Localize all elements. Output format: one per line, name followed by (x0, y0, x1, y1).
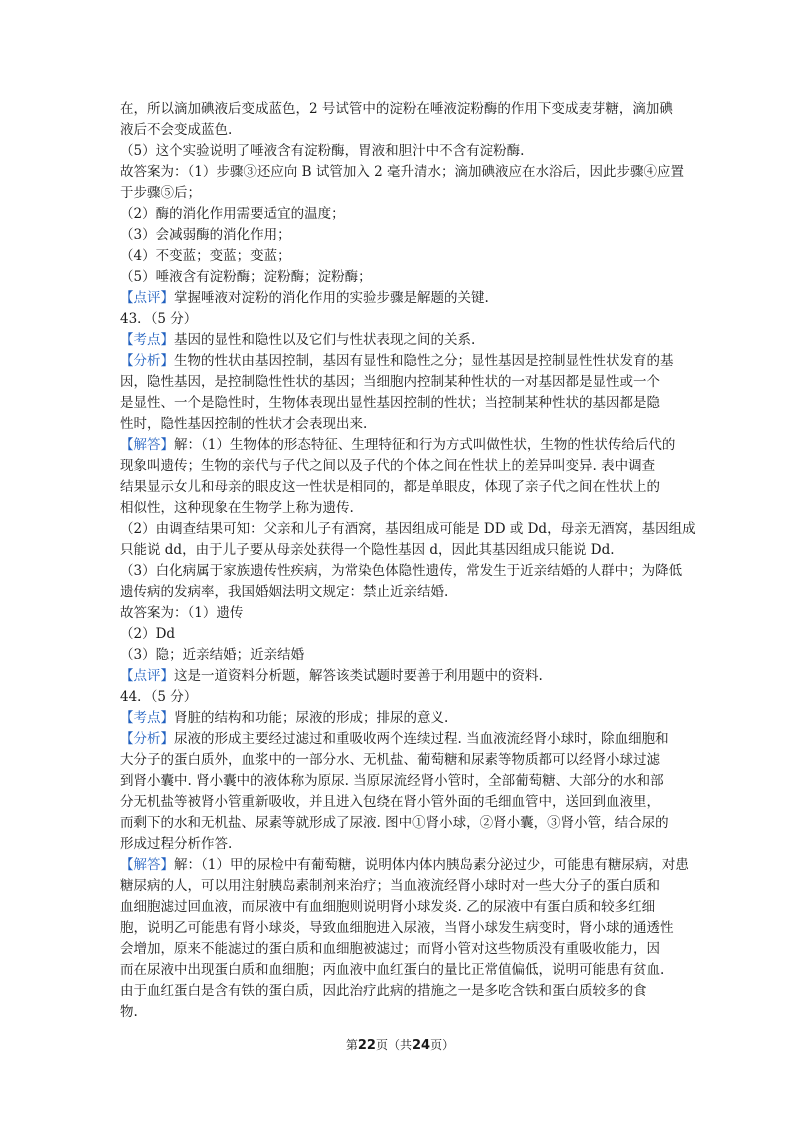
line-text: 结果显示女儿和母亲的眼皮这一性状是相同的，都是单眼皮，体现了亲子代之间在性状上的 (120, 479, 660, 495)
line-text: （4）不变蓝；变蓝；变蓝； (120, 248, 291, 264)
line-text: 这是一道资料分析题，解答该类试题时要善于利用题中的资料. (174, 668, 543, 684)
line-text: 故答案为：（1）遗传 (120, 605, 244, 621)
text-line (120, 540, 686, 561)
line-text: （2）Dd (120, 626, 176, 642)
text-line (120, 729, 686, 750)
text-line (120, 1002, 686, 1023)
section-tag: 【考点】 (120, 332, 174, 348)
footer-prefix: 第 (345, 1038, 358, 1052)
text-line (120, 351, 686, 372)
text-line (120, 603, 686, 624)
line-text: 而剩下的水和无机盐、尿素等就形成了尿液. 图中①肾小球，②肾小囊，③肾小管，结合尿的 (120, 815, 669, 831)
line-text: 基因的显性和隐性以及它们与性状表现之间的关系. (174, 332, 476, 348)
text-line (120, 666, 686, 687)
text-line (120, 162, 686, 183)
section-tag: 【点评】 (120, 290, 174, 306)
line-text: 肾脏的结构和功能；尿液的形成；排尿的意义. (174, 710, 449, 726)
line-text: （3）会减弱酶的消化作用； (120, 227, 291, 243)
line-text: 相似性，这种现象在生物学上称为遗传. (120, 500, 354, 516)
text-line (120, 897, 686, 918)
line-text: 只能说 dd，由于儿子要从母亲处获得一个隐性基因 d，因此其基因组成只能说 Dd. (120, 542, 615, 558)
line-text: （2）酶的消化作用需要适宜的温度； (120, 206, 345, 222)
text-line (120, 225, 686, 246)
text-line (120, 708, 686, 729)
section-tag: 【分析】 (120, 731, 174, 747)
text-line (120, 960, 686, 981)
text-line (120, 267, 686, 288)
text-line (120, 204, 686, 225)
footer-total-pages: 24 (412, 1038, 431, 1053)
page-footer (0, 1036, 800, 1053)
text-line (120, 855, 689, 876)
line-text: 在，所以滴加碘液后变成蓝色，2 号试管中的淀粉在唾液淀粉酶的作用下变成麦芽糖，滴加碘 (120, 101, 673, 117)
text-line (120, 477, 686, 498)
footer-page-number: 22 (357, 1038, 376, 1053)
line-text: 到肾小囊中. 肾小囊中的液体称为原尿. 当原尿流经肾小管时，全部葡萄糖、大部分的水和部 (120, 773, 664, 789)
text-line (120, 414, 686, 435)
line-text: 43．（5 分） (120, 311, 198, 327)
text-line (120, 183, 686, 204)
text-line (120, 372, 686, 393)
line-text: 故答案为：（1）步骤③还应向 B 试管加入 2 毫升清水；滴加碘液应在水浴后，因此步骤④应置 (120, 164, 685, 180)
line-text: 糖尿病的人，可以用注射胰岛素制剂来治疗；当血液流经肾小球时对一些大分子的蛋白质和 (120, 878, 660, 894)
text-line (120, 981, 686, 1002)
text-line (120, 393, 686, 414)
text-line (120, 792, 686, 813)
text-line (120, 288, 686, 309)
section-tag: 【点评】 (120, 668, 174, 684)
line-text: （2）由调查结果可知：父亲和儿子有酒窝，基因组成可能是 DD 或 Dd，母亲无酒窝，基因组成 (120, 521, 696, 537)
line-text: 尿液的形成主要经过滤过和重吸收两个连续过程. 当血液流经肾小球时，除血细胞和 (174, 731, 669, 747)
text-line (120, 624, 686, 645)
line-text: 掌握唾液对淀粉的消化作用的实验步骤是解题的关键. (174, 290, 489, 306)
text-line (120, 519, 696, 540)
line-text: 解：（1）甲的尿检中有葡萄糖，说明体内体内胰岛素分泌过少，可能患有糖尿病，对患 (174, 857, 689, 873)
text-line (120, 435, 686, 456)
text-line (120, 645, 686, 666)
line-text: 而在尿液中出现蛋白质和血细胞；丙血液中血红蛋白的量比正常值偏低，说明可能患有贫血. (120, 962, 665, 978)
section-tag: 【解答】 (120, 857, 174, 873)
text-line (120, 99, 686, 120)
text-line (120, 939, 686, 960)
text-line (120, 582, 686, 603)
line-text: 形成过程分析作答. (120, 836, 233, 852)
line-text: 会增加，原来不能滤过的蛋白质和血细胞被滤过；而肾小管对这些物质没有重吸收能力，因 (120, 941, 660, 957)
footer-middle: 页（共 (375, 1038, 412, 1052)
line-text: （5）这个实验说明了唾液含有淀粉酶，胃液和胆汁中不含有淀粉酶. (120, 143, 525, 159)
footer-suffix: 页） (430, 1038, 455, 1052)
line-text: 液后不会变成蓝色. (120, 122, 233, 138)
text-line (120, 309, 686, 330)
line-text: 是显性、一个是隐性时，生物体表现出显性基因控制的性状；当控制某种性状的基因都是隐 (120, 395, 660, 411)
section-tag: 【分析】 (120, 353, 174, 369)
line-text: （5）唾液含有淀粉酶；淀粉酶；淀粉酶； (120, 269, 372, 285)
text-line (120, 771, 686, 792)
text-line (120, 120, 686, 141)
line-text: 现象叫遗传；生物的亲代与子代之间以及子代的个体之间在性状上的差异叫变异. 表中调查 (120, 458, 656, 474)
text-line (120, 918, 686, 939)
line-text: 分无机盐等被肾小管重新吸收，并且进入包绕在肾小管外面的毛细血管中，送回到血液里， (120, 794, 660, 810)
line-text: （3）白化病属于家族遗传性疾病，为常染色体隐性遗传，常发生于近亲结婚的人群中；为降低 (120, 563, 683, 579)
line-text: 大分子的蛋白质外，血浆中的一部分水、无机盐、葡萄糖和尿素等物质都可以经肾小球过滤 (120, 752, 660, 768)
line-text: 因，隐性基因，是控制隐性性状的基因；当细胞内控制某种性状的一对基因都是显性或一个 (120, 374, 660, 390)
text-line (120, 456, 686, 477)
section-tag: 【考点】 (120, 710, 174, 726)
text-line (120, 330, 686, 351)
text-line (120, 687, 686, 708)
text-line (120, 876, 686, 897)
text-line (120, 813, 686, 834)
text-line (120, 750, 686, 771)
text-line (120, 498, 686, 519)
line-text: 解：（1）生物体的形态特征、生理特征和行为方式叫做性状，生物的性状传给后代的 (174, 437, 676, 453)
line-text: 性时，隐性基因控制的性状才会表现出来. (120, 416, 368, 432)
line-text: （3）隐；近亲结婚；近亲结婚 (120, 647, 305, 663)
text-line (120, 141, 686, 162)
line-text: 44．（5 分） (120, 689, 198, 705)
line-text: 胞，说明乙可能患有肾小球炎，导致血细胞进入尿液，当肾小球发生病变时，肾小球的通透性 (120, 920, 674, 936)
line-text: 由于血红蛋白是含有铁的蛋白质，因此治疗此病的措施之一是多吃含铁和蛋白质较多的食 (120, 983, 647, 999)
line-text: 血细胞滤过回血液，而尿液中有血细胞则说明肾小球发炎. 乙的尿液中有蛋白质和较多红细 (120, 899, 656, 915)
document-body (120, 99, 696, 1023)
line-text: 于步骤⑤后； (120, 185, 201, 201)
line-text: 物. (120, 1004, 138, 1020)
text-line (120, 561, 686, 582)
section-tag: 【解答】 (120, 437, 174, 453)
text-line (120, 246, 686, 267)
line-text: 生物的性状由基因控制，基因有显性和隐性之分；显性基因是控制显性性状发育的基 (174, 353, 674, 369)
text-line (120, 834, 686, 855)
line-text: 遗传病的发病率，我国婚姻法明文规定：禁止近亲结婚. (120, 584, 449, 600)
